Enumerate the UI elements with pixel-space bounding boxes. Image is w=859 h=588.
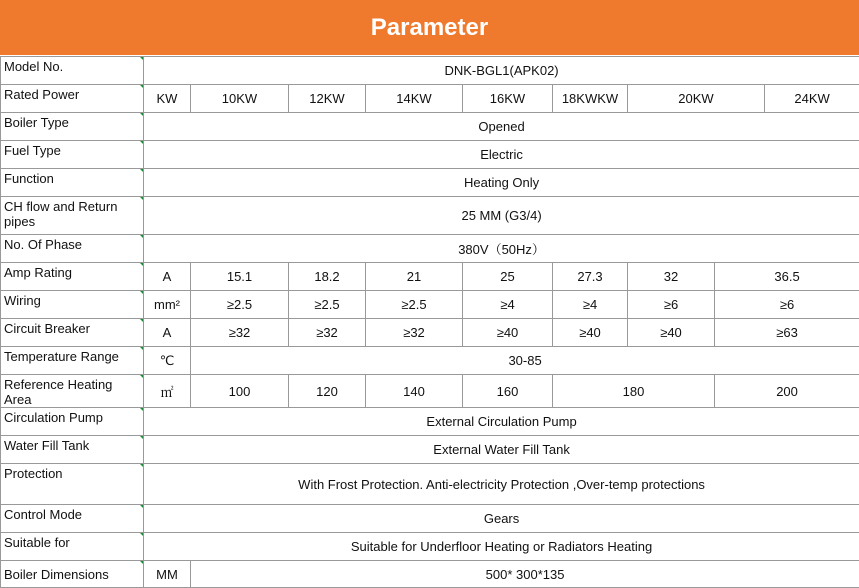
row-label: Water Fill Tank (1, 436, 144, 464)
row-fuel-type (1, 141, 859, 169)
row-model-no (1, 57, 859, 85)
cell-value: DNK-BGL1(APK02) (144, 57, 859, 85)
cell-value: Gears (144, 505, 859, 533)
cell-value: 18KWKW (553, 85, 628, 113)
row-label: Temperature Range (1, 347, 144, 375)
row-label: Wiring (1, 291, 144, 319)
row-boiler-type (1, 113, 859, 141)
row-label: Suitable for (1, 533, 144, 561)
row-label: Circulation Pump (1, 408, 144, 436)
row-label: Protection (1, 464, 144, 505)
cell-value: 32 (628, 263, 715, 291)
cell-unit: A (144, 319, 191, 347)
page-title: Parameter (0, 0, 859, 55)
row-label: Function (1, 169, 144, 197)
row-label: Boiler Type (1, 113, 144, 141)
cell-unit: ℃ (144, 347, 191, 375)
parameter-table (0, 56, 859, 588)
row-phase (1, 235, 859, 263)
cell-value: 120 (289, 375, 366, 408)
row-circulation-pump (1, 408, 859, 436)
cell-unit: KW (144, 85, 191, 113)
row-label: Amp Rating (1, 263, 144, 291)
cell-value: Electric (144, 141, 859, 169)
cell-value: 27.3 (553, 263, 628, 291)
row-label: Boiler Dimensions (1, 561, 144, 588)
row-heating-area (1, 375, 859, 408)
row-function (1, 169, 859, 197)
cell-value: ≥32 (191, 319, 289, 347)
cell-value: 12KW (289, 85, 366, 113)
cell-value: 36.5 (715, 263, 859, 291)
cell-value: ≥2.5 (289, 291, 366, 319)
row-label: Rated Power (1, 85, 144, 113)
row-water-fill-tank (1, 436, 859, 464)
cell-unit: ㎡ (144, 375, 191, 408)
cell-value: 160 (463, 375, 553, 408)
cell-unit: A (144, 263, 191, 291)
row-ch-pipes (1, 197, 859, 235)
row-label: Circuit Breaker (1, 319, 144, 347)
cell-value: 180 (553, 375, 715, 408)
cell-value: ≥6 (628, 291, 715, 319)
cell-value: ≥32 (289, 319, 366, 347)
cell-value: 100 (191, 375, 289, 408)
cell-value: ≥6 (715, 291, 859, 319)
cell-value: ≥4 (553, 291, 628, 319)
cell-value: 14KW (366, 85, 463, 113)
row-label: Reference Heating Area (1, 375, 144, 408)
row-label: Model No. (1, 57, 144, 85)
cell-value: With Frost Protection. Anti-electricity Protection ,Over-temp protections (144, 464, 859, 505)
cell-value: 500* 300*135 (191, 561, 859, 588)
cell-value: 10KW (191, 85, 289, 113)
cell-value: ≥2.5 (366, 291, 463, 319)
cell-unit: mm² (144, 291, 191, 319)
row-label: Control Mode (1, 505, 144, 533)
cell-value: ≥4 (463, 291, 553, 319)
cell-value: ≥40 (553, 319, 628, 347)
cell-value: ≥40 (463, 319, 553, 347)
cell-value: 16KW (463, 85, 553, 113)
cell-unit: MM (144, 561, 191, 588)
cell-value: 200 (715, 375, 859, 408)
cell-value: 18.2 (289, 263, 366, 291)
cell-value: ≥32 (366, 319, 463, 347)
cell-value: 25 MM (G3/4) (144, 197, 859, 235)
cell-value: 140 (366, 375, 463, 408)
row-label: No. Of Phase (1, 235, 144, 263)
cell-value: ≥2.5 (191, 291, 289, 319)
cell-value: 380V（50Hz） (144, 235, 859, 263)
cell-value: 20KW (628, 85, 765, 113)
cell-value: ≥40 (628, 319, 715, 347)
row-boiler-dimensions (1, 561, 859, 588)
row-amp-rating (1, 263, 859, 291)
cell-value: 24KW (765, 85, 859, 113)
cell-value: Suitable for Underfloor Heating or Radiators Heating (144, 533, 859, 561)
cell-value: Opened (144, 113, 859, 141)
row-circuit-breaker (1, 319, 859, 347)
cell-value: 30-85 (191, 347, 859, 375)
cell-value: External Circulation Pump (144, 408, 859, 436)
row-protection (1, 464, 859, 505)
row-label: CH flow and Return pipes (1, 197, 144, 235)
row-suitable-for (1, 533, 859, 561)
row-temperature-range (1, 347, 859, 375)
cell-value: ≥63 (715, 319, 859, 347)
row-wiring (1, 291, 859, 319)
cell-value: 25 (463, 263, 553, 291)
cell-value: Heating Only (144, 169, 859, 197)
cell-value: 15.1 (191, 263, 289, 291)
cell-value: External Water Fill Tank (144, 436, 859, 464)
row-rated-power (1, 85, 859, 113)
row-label: Fuel Type (1, 141, 144, 169)
row-control-mode (1, 505, 859, 533)
cell-value: 21 (366, 263, 463, 291)
